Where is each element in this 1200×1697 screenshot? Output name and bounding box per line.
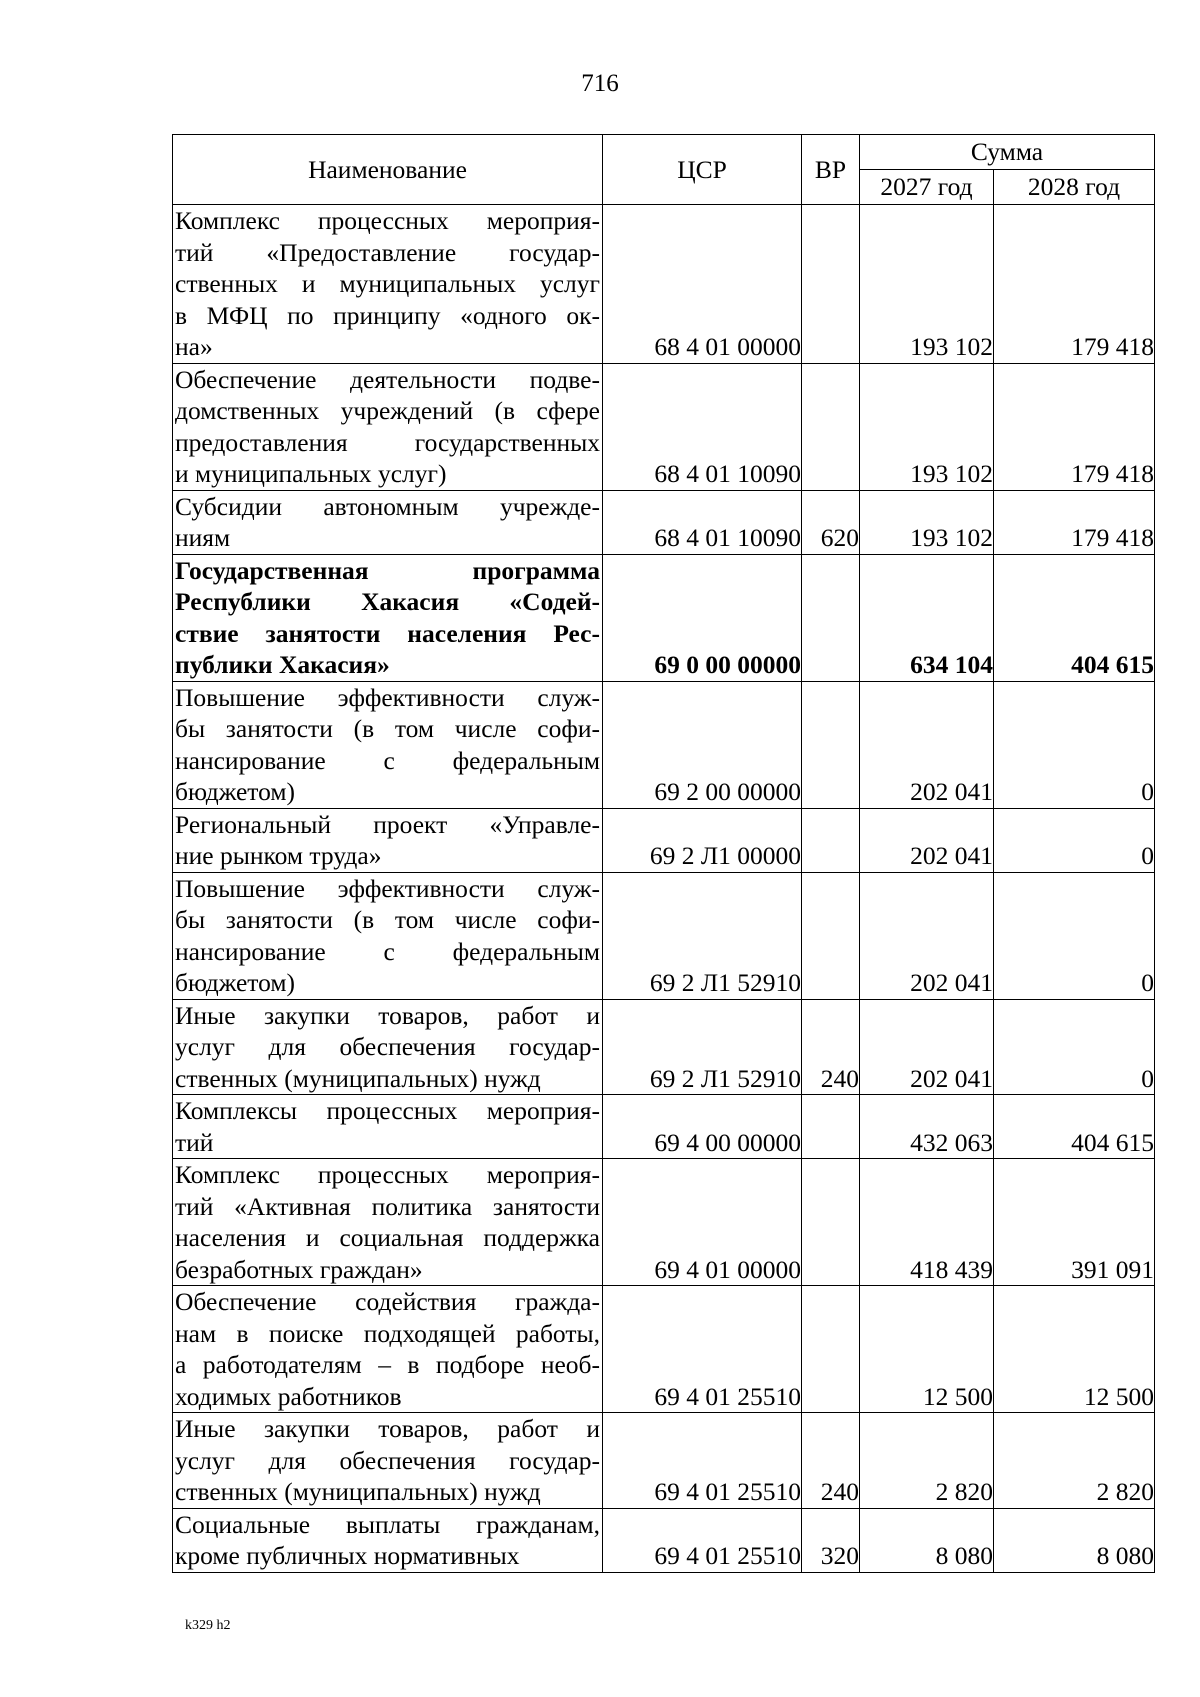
- row-sum-2028: 0: [994, 808, 1155, 872]
- row-name: [173, 999, 603, 1095]
- row-sum-2027: 202 041: [860, 808, 994, 872]
- header-name: Наименование: [173, 135, 603, 205]
- row-csr: 69 4 01 25510: [603, 1508, 802, 1572]
- row-sum-2028: 179 418: [994, 205, 1155, 364]
- row-sum-2028: 404 615: [994, 554, 1155, 681]
- row-name-line: бы занятости (в том числе софи-: [175, 905, 600, 934]
- row-vr: 620: [802, 490, 860, 554]
- row-vr: 240: [802, 999, 860, 1095]
- row-vr: [802, 1095, 860, 1159]
- row-name: [173, 554, 603, 681]
- row-name-line: тий: [175, 1127, 214, 1157]
- row-vr: [802, 1286, 860, 1413]
- row-name-line: нансирование с федеральным: [175, 745, 600, 775]
- row-name-line: Повышение эффективности служ-: [175, 682, 600, 712]
- row-name-line: безработных граждан»: [175, 1254, 423, 1284]
- row-vr: [802, 808, 860, 872]
- row-sum-2027: 2 820: [860, 1413, 994, 1509]
- header-vr: ВР: [802, 135, 860, 205]
- row-sum-2027: 418 439: [860, 1159, 994, 1286]
- row-csr: 69 4 01 25510: [603, 1286, 802, 1413]
- header-year-2027: 2027 год: [860, 170, 994, 205]
- row-sum-2028: 0: [994, 999, 1155, 1095]
- row-sum-2028: 8 080: [994, 1508, 1155, 1572]
- row-name-line: ственных и муниципальных услуг: [175, 269, 600, 298]
- table-header: [173, 135, 1155, 205]
- row-name: [173, 808, 603, 872]
- row-name-line: на»: [175, 332, 213, 361]
- row-name: [173, 490, 603, 554]
- row-name-line: Иные закупки товаров, работ и: [175, 1414, 600, 1443]
- table-body: [173, 205, 1155, 1573]
- row-vr: [802, 205, 860, 364]
- row-name: [173, 1286, 603, 1413]
- row-name-line: тий «Активная политика занятости: [175, 1191, 600, 1221]
- row-vr: [802, 681, 860, 808]
- row-name-line: Государственная программа: [175, 555, 600, 585]
- row-name-line: Обеспечение содействия гражда-: [175, 1287, 600, 1316]
- row-sum-2027: 202 041: [860, 872, 994, 999]
- footer-code: k329 h2: [185, 1618, 231, 1633]
- row-name-line: ние рынком труда»: [175, 841, 382, 870]
- row-name-line: тий «Предоставление государ-: [175, 237, 600, 267]
- row-name-line: услуг для обеспечения государ-: [175, 1445, 600, 1475]
- row-name-line: ствие занятости населения Рес-: [175, 618, 600, 648]
- row-name-line: бюджетом): [175, 968, 296, 997]
- row-name-line: ственных (муниципальных) нужд: [175, 1477, 541, 1506]
- row-name-line: Иные закупки товаров, работ и: [175, 1000, 600, 1030]
- row-sum-2028: 391 091: [994, 1159, 1155, 1286]
- row-name: [173, 681, 603, 808]
- row-name-line: ходимых работников: [175, 1381, 402, 1411]
- row-name-line: Комплексы процессных мероприя-: [175, 1096, 600, 1125]
- row-csr: 69 0 00 00000: [603, 554, 802, 681]
- row-name-line: а работодателям – в подборе необ-: [175, 1350, 600, 1379]
- row-vr: 320: [802, 1508, 860, 1572]
- row-sum-2027: 202 041: [860, 681, 994, 808]
- header-sum: Сумма: [860, 135, 1155, 170]
- row-sum-2027: 202 041: [860, 999, 994, 1095]
- row-name-line: ственных (муниципальных) нужд: [175, 1063, 541, 1093]
- row-name-line: и муниципальных услуг): [175, 459, 447, 488]
- table-row: [173, 681, 1155, 808]
- row-name-line: Комплекс процессных мероприя-: [175, 206, 600, 235]
- table-row: [173, 1286, 1155, 1413]
- table-row: [173, 1508, 1155, 1572]
- row-sum-2028: 0: [994, 681, 1155, 808]
- row-name-line: Повышение эффективности служ-: [175, 873, 600, 903]
- row-name: [173, 1095, 603, 1159]
- row-name-line: предоставления государственных: [175, 427, 600, 457]
- table-row: [173, 205, 1155, 364]
- row-sum-2027: 432 063: [860, 1095, 994, 1159]
- row-name-line: Социальные выплаты гражданам,: [175, 1509, 600, 1539]
- row-csr: 69 2 Л1 52910: [603, 872, 802, 999]
- row-name-line: Обеспечение деятельности подве-: [175, 364, 600, 394]
- row-name-line: ниям: [175, 523, 231, 552]
- row-name-line: услуг для обеспечения государ-: [175, 1032, 600, 1061]
- row-sum-2028: 179 418: [994, 490, 1155, 554]
- row-name-line: Комплекс процессных мероприя-: [175, 1160, 600, 1189]
- row-csr: 69 4 01 25510: [603, 1413, 802, 1509]
- row-name-line: кроме публичных нормативных: [175, 1541, 520, 1570]
- row-vr: 240: [802, 1413, 860, 1509]
- row-csr: 69 2 00 00000: [603, 681, 802, 808]
- row-vr: [802, 872, 860, 999]
- row-name-line: нам в поиске подходящей работы,: [175, 1318, 600, 1348]
- row-name-line: населения и социальная поддержка: [175, 1223, 600, 1252]
- row-sum-2027: 8 080: [860, 1508, 994, 1572]
- table-row: [173, 999, 1155, 1095]
- row-sum-2027: 193 102: [860, 363, 994, 490]
- row-sum-2027: 193 102: [860, 490, 994, 554]
- table-row: [173, 1413, 1155, 1509]
- row-name: [173, 205, 603, 364]
- page-number: 716: [581, 70, 619, 97]
- row-name-line: нансирование с федеральным: [175, 936, 600, 966]
- row-name-line: бюджетом): [175, 777, 296, 806]
- row-csr: 68 4 01 10090: [603, 363, 802, 490]
- row-vr: [802, 554, 860, 681]
- table-row: [173, 1159, 1155, 1286]
- row-name: [173, 1508, 603, 1572]
- row-sum-2028: 12 500: [994, 1286, 1155, 1413]
- table-row: [173, 872, 1155, 999]
- row-name-line: бы занятости (в том числе софи-: [175, 714, 600, 743]
- row-sum-2028: 0: [994, 872, 1155, 999]
- row-csr: 68 4 01 00000: [603, 205, 802, 364]
- row-name: [173, 1159, 603, 1286]
- row-sum-2027: 193 102: [860, 205, 994, 364]
- row-sum-2027: 12 500: [860, 1286, 994, 1413]
- row-sum-2027: 634 104: [860, 554, 994, 681]
- row-name-line: в МФЦ по принципу «одного ок-: [175, 300, 600, 330]
- row-name-line: Субсидии автономным учрежде-: [175, 491, 600, 521]
- row-csr: 69 4 01 00000: [603, 1159, 802, 1286]
- table-row: [173, 363, 1155, 490]
- row-csr: 69 2 Л1 52910: [603, 999, 802, 1095]
- row-name-line: публики Хакасия»: [175, 650, 390, 679]
- table-row: [173, 1095, 1155, 1159]
- row-sum-2028: 179 418: [994, 363, 1155, 490]
- row-name-line: Республики Хакасия «Содей-: [175, 587, 600, 616]
- row-sum-2028: 2 820: [994, 1413, 1155, 1509]
- row-name-line: Региональный проект «Управле-: [175, 809, 600, 839]
- header-csr: ЦСР: [603, 135, 802, 205]
- table-row: [173, 808, 1155, 872]
- row-csr: 69 4 00 00000: [603, 1095, 802, 1159]
- row-name: [173, 872, 603, 999]
- row-name: [173, 1413, 603, 1509]
- row-vr: [802, 1159, 860, 1286]
- table-row: [173, 554, 1155, 681]
- header-year-2028: 2028 год: [994, 170, 1155, 205]
- row-csr: 68 4 01 10090: [603, 490, 802, 554]
- row-csr: 69 2 Л1 00000: [603, 808, 802, 872]
- budget-table: [172, 134, 1155, 1573]
- table-row: [173, 490, 1155, 554]
- row-name-line: домственных учреждений (в сфере: [175, 396, 600, 425]
- row-vr: [802, 363, 860, 490]
- row-name: [173, 363, 603, 490]
- row-sum-2028: 404 615: [994, 1095, 1155, 1159]
